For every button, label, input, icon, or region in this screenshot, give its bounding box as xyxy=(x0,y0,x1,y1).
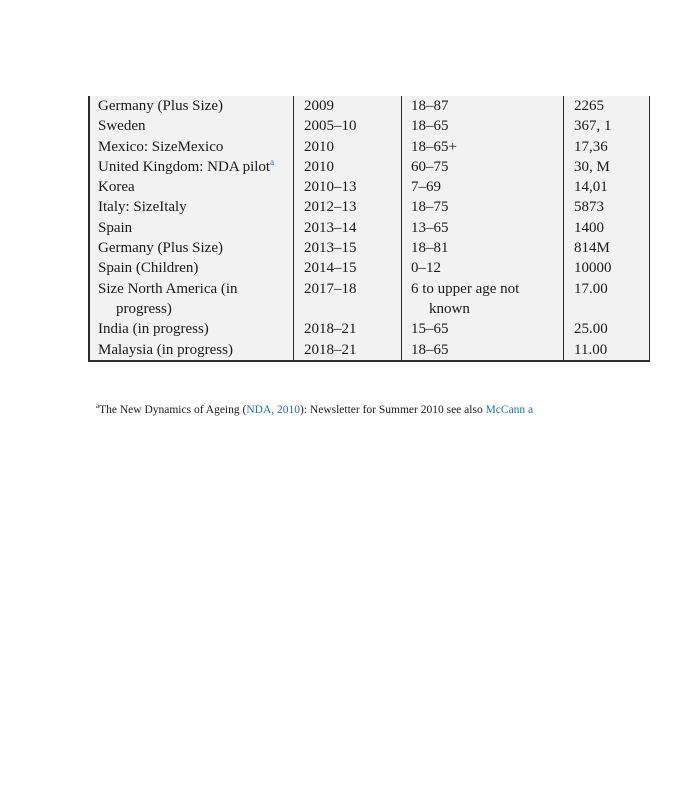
age-text: 60–75 xyxy=(411,158,449,175)
table-row xyxy=(90,218,650,238)
country-cell xyxy=(90,238,294,258)
country-cell xyxy=(90,116,294,136)
country-cell xyxy=(90,197,294,217)
age-cell xyxy=(402,340,564,360)
year-cell: 2005–10 xyxy=(294,116,402,136)
age-text: 18–65+ xyxy=(411,138,457,155)
sample-cell: 814M xyxy=(564,238,650,258)
country-text: Size North America (in progress) xyxy=(98,280,238,317)
country-cell xyxy=(90,218,294,238)
age-text: 18–65 xyxy=(411,118,449,135)
table-row xyxy=(90,279,650,320)
age-cell xyxy=(402,319,564,339)
table-row xyxy=(90,319,650,339)
age-text: 18–75 xyxy=(411,199,449,216)
country-text: Spain (Children) xyxy=(98,260,199,277)
country-cell xyxy=(90,157,294,177)
age-cell xyxy=(402,116,564,136)
table-row xyxy=(90,137,650,157)
age-cell xyxy=(402,279,564,320)
age-cell xyxy=(402,258,564,278)
anthropometric-survey-table xyxy=(88,96,650,362)
age-cell xyxy=(402,137,564,157)
country-label: United Kingdom: NDA pilot xyxy=(98,158,271,175)
age-text: 15–65 xyxy=(411,321,449,338)
year-cell: 2009 xyxy=(294,96,402,116)
age-text: 13–65 xyxy=(411,219,449,236)
citation-link-nda[interactable]: NDA, 2010 xyxy=(246,404,301,416)
country-text: Spain xyxy=(98,219,133,236)
country-cell xyxy=(90,137,294,157)
country-text: Germany (Plus Size) xyxy=(98,98,223,114)
year-cell: 2012–13 xyxy=(294,197,402,217)
country-text: Sweden xyxy=(98,118,146,135)
survey-table xyxy=(90,96,650,360)
sample-cell: 1400 xyxy=(564,218,650,238)
country-cell xyxy=(90,258,294,278)
country-text: Mexico: SizeMexico xyxy=(98,138,224,155)
table-row xyxy=(90,116,650,136)
sample-cell: 5873 xyxy=(564,197,650,217)
age-text: 18–87 xyxy=(411,98,449,114)
footnote-text-continued: ): Newsletter for Summer 2010 see also xyxy=(300,404,486,416)
age-text: 0–12 xyxy=(411,260,441,277)
year-cell: 2018–21 xyxy=(294,340,402,360)
sample-cell: 11.00 xyxy=(564,340,650,360)
country-cell xyxy=(90,319,294,339)
citation-link-mccann[interactable]: McCann a xyxy=(485,404,534,416)
table-footnote xyxy=(96,404,696,416)
country-cell xyxy=(90,177,294,197)
footnote-marker-link[interactable]: a xyxy=(270,156,275,167)
country-text: Korea xyxy=(98,179,135,196)
sample-cell: 14,01 xyxy=(564,177,650,197)
country-text: Germany (Plus Size) xyxy=(98,240,223,257)
table-row xyxy=(90,96,650,116)
footnote-text: The New Dynamics of Ageing ( xyxy=(99,404,247,416)
country-cell xyxy=(90,340,294,360)
sample-cell: 10000 xyxy=(564,258,650,278)
country-text: Italy: SizeItaly xyxy=(98,199,187,216)
year-cell: 2010–13 xyxy=(294,177,402,197)
age-text: 7–69 xyxy=(411,179,441,196)
year-cell: 2014–15 xyxy=(294,258,402,278)
age-cell xyxy=(402,218,564,238)
age-text: 18–65 xyxy=(411,341,449,358)
year-cell: 2010 xyxy=(294,137,402,157)
age-text: 18–81 xyxy=(411,240,449,257)
year-cell: 2018–21 xyxy=(294,319,402,339)
country-text: India (in progress) xyxy=(98,321,209,338)
table-row xyxy=(90,197,650,217)
sample-cell: 25.00 xyxy=(564,319,650,339)
table-row xyxy=(90,177,650,197)
age-cell xyxy=(402,157,564,177)
country-cell xyxy=(90,279,294,320)
country-text: Malaysia (in progress) xyxy=(98,341,233,358)
year-cell: 2017–18 xyxy=(294,279,402,320)
sample-cell: 367, 1 xyxy=(564,116,650,136)
year-cell: 2013–14 xyxy=(294,218,402,238)
table-row xyxy=(90,340,650,360)
year-cell: 2013–15 xyxy=(294,238,402,258)
sample-cell: 17,36 xyxy=(564,137,650,157)
age-cell xyxy=(402,238,564,258)
country-cell xyxy=(90,96,294,116)
age-cell xyxy=(402,177,564,197)
age-cell xyxy=(402,197,564,217)
country-text xyxy=(98,157,291,177)
table-row xyxy=(90,238,650,258)
table-row xyxy=(90,258,650,278)
sample-cell: 2265 xyxy=(564,96,650,116)
age-cell xyxy=(402,96,564,116)
footnote-marker: a xyxy=(96,402,100,411)
sample-cell: 30, M xyxy=(564,157,650,177)
sample-cell: 17.00 xyxy=(564,279,650,320)
table-body xyxy=(90,96,650,360)
age-text: 6 to upper age not known xyxy=(411,280,520,317)
table-row xyxy=(90,157,650,177)
year-cell: 2010 xyxy=(294,157,402,177)
